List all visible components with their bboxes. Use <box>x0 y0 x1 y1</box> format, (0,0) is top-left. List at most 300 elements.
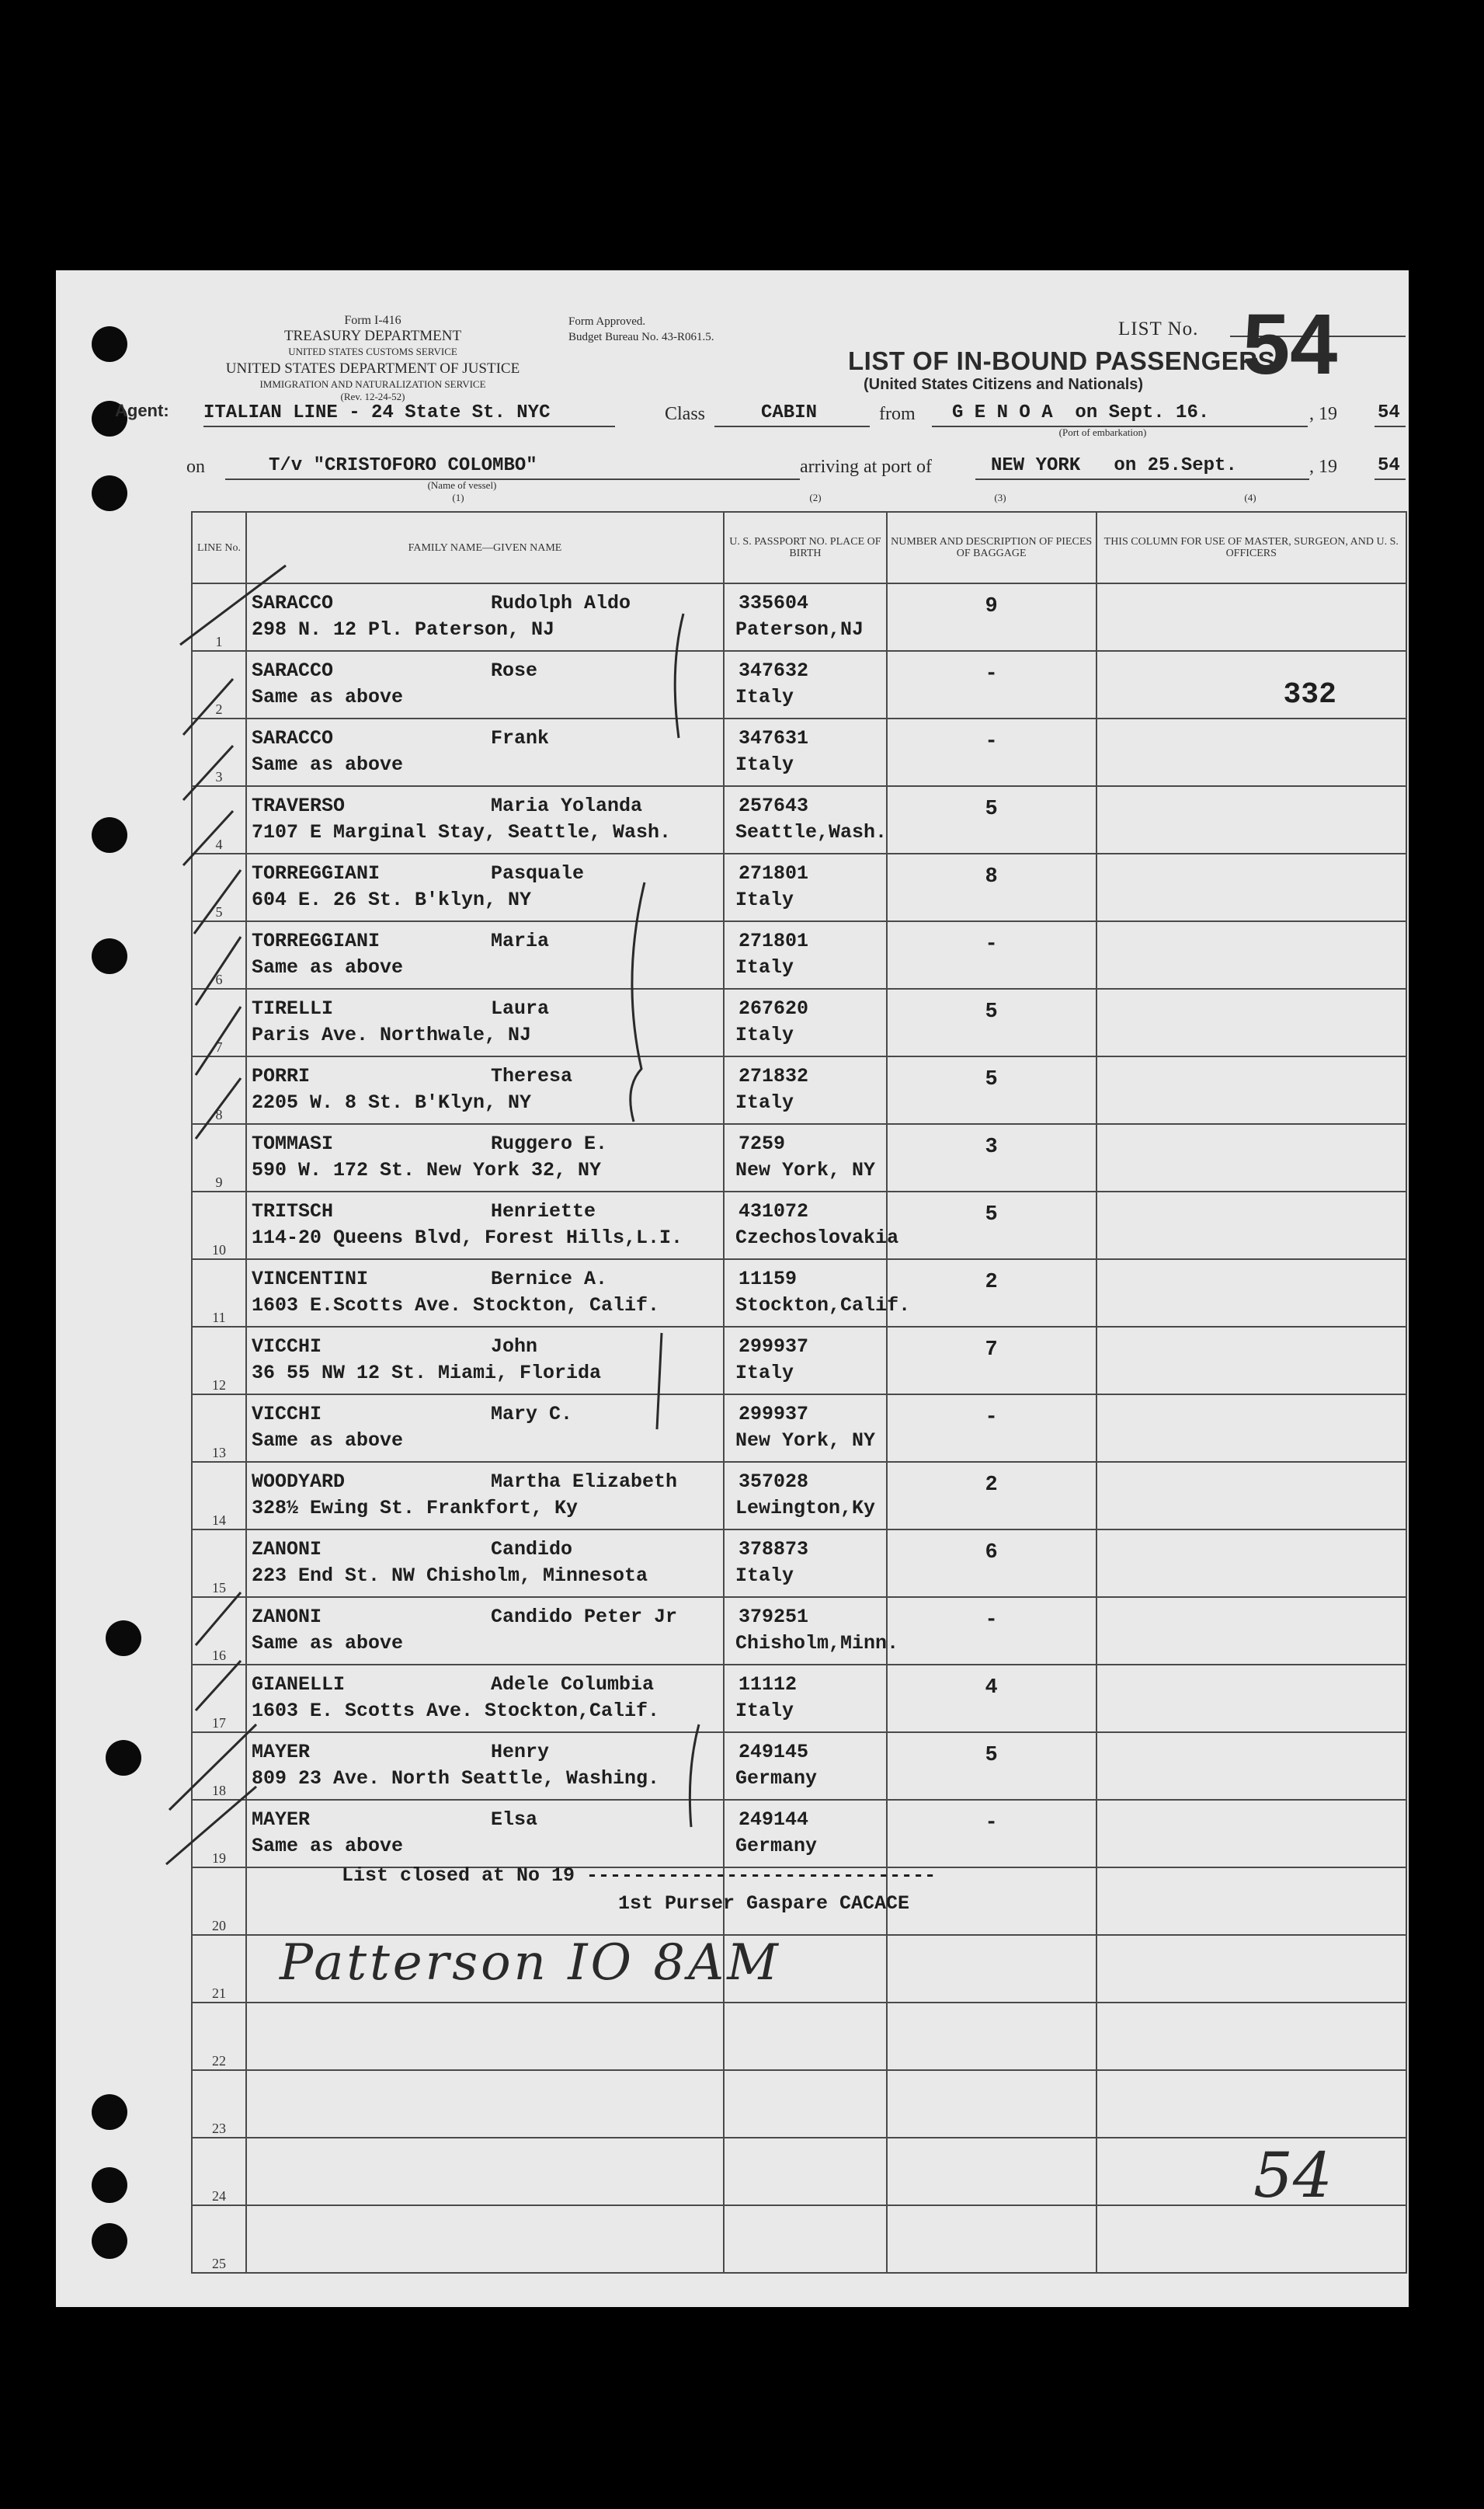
baggage-count: - <box>985 663 998 686</box>
line-number: 11 <box>192 1259 246 1327</box>
address: 328½ Ewing St. Frankfort, Ky <box>251 1497 579 1519</box>
baggage-count: 5 <box>985 1744 998 1767</box>
line-number: 10 <box>192 1192 246 1259</box>
arriving-underline <box>975 478 1309 480</box>
year-prefix-1: , 19 <box>1309 404 1337 424</box>
place-of-birth: New York, NY <box>735 1159 876 1181</box>
officers-cell <box>1096 1259 1407 1327</box>
year-2: 54 <box>1378 455 1400 476</box>
form-approved: Form Approved. <box>568 315 646 328</box>
name-cell <box>246 2138 724 2205</box>
col-number-1-top: (1) <box>452 492 464 503</box>
passport-number: 379251 <box>739 1606 809 1628</box>
passport-number: 299937 <box>739 1335 809 1358</box>
baggage-cell <box>887 989 1096 1056</box>
passport-number: 431072 <box>739 1200 809 1223</box>
port-of-embarkation-caption: (Port of embarkation) <box>1058 426 1147 438</box>
baggage-cell <box>887 1462 1096 1529</box>
place-of-birth: Italy <box>735 1700 794 1722</box>
baggage-count: - <box>985 1811 998 1835</box>
table-row <box>192 989 1406 1056</box>
line-number: 22 <box>192 2003 246 2070</box>
year-prefix-2: , 19 <box>1309 457 1337 477</box>
address: Same as above <box>251 686 403 708</box>
table-row <box>192 2070 1406 2138</box>
family-name: SARACCO <box>251 659 333 682</box>
passport-cell <box>724 854 887 921</box>
name-cell <box>246 1529 724 1597</box>
baggage-count: 8 <box>985 865 998 889</box>
place-of-birth: Italy <box>735 753 794 776</box>
col-number-2-top: (2) <box>809 492 822 503</box>
name-cell <box>246 1597 724 1665</box>
officers-cell <box>1096 2070 1407 2138</box>
place-of-birth: Italy <box>735 956 794 979</box>
baggage-cell <box>887 1192 1096 1259</box>
address: Paris Ave. Northwale, NJ <box>251 1024 531 1046</box>
year-2-underline <box>1375 478 1406 480</box>
baggage-cell <box>887 1800 1096 1867</box>
officers-cell <box>1096 1124 1407 1192</box>
passport-number: 249145 <box>739 1741 809 1763</box>
line-number: 9 <box>192 1124 246 1192</box>
passport-cell <box>724 719 887 786</box>
baggage-count: - <box>985 1609 998 1632</box>
table-row <box>192 1800 1406 1867</box>
passport-cell <box>724 921 887 989</box>
place-of-birth: Germany <box>735 1835 818 1857</box>
officers-cell <box>1096 2138 1407 2205</box>
officers-cell <box>1096 1935 1407 2003</box>
given-name: Rose <box>490 659 537 682</box>
passport-cell <box>724 1124 887 1192</box>
passport-number: 271801 <box>739 862 809 885</box>
given-name: Pasquale <box>490 862 584 885</box>
customs-service: UNITED STATES CUSTOMS SERVICE <box>288 346 457 357</box>
address: Same as above <box>251 1632 403 1655</box>
passport-cell <box>724 2070 887 2138</box>
family-name: MAYER <box>251 1741 310 1763</box>
address: Same as above <box>251 1429 403 1452</box>
baggage-count: 2 <box>985 1474 998 1497</box>
table-row <box>192 651 1406 719</box>
from-value: G E N O A on Sept. 16. <box>952 402 1210 423</box>
baggage-count: - <box>985 730 998 753</box>
officers-cell <box>1096 583 1407 651</box>
passport-number: 11112 <box>739 1673 798 1696</box>
place-of-birth: Stockton,Calif. <box>735 1294 911 1317</box>
punch-hole <box>92 2094 127 2130</box>
agent-label: Agent: <box>115 401 169 420</box>
name-cell <box>246 1192 724 1259</box>
given-name: Bernice A. <box>490 1268 607 1290</box>
family-name: TORREGGIANI <box>251 930 380 952</box>
table-row <box>192 1124 1406 1192</box>
address: 604 E. 26 St. B'klyn, NY <box>251 889 531 911</box>
passport-number: 378873 <box>739 1538 809 1561</box>
punch-hole <box>92 475 127 511</box>
officers-cell <box>1096 854 1407 921</box>
handwritten-signature: Patterson IO 8AM <box>280 1934 781 1992</box>
table-row <box>192 1192 1406 1259</box>
treasury-department: TREASURY DEPARTMENT <box>283 328 462 344</box>
line-number: 18 <box>192 1732 246 1800</box>
passport-cell <box>724 1327 887 1394</box>
officers-cell <box>1096 2205 1407 2273</box>
table-row <box>192 1529 1406 1597</box>
officers-cell <box>1096 1394 1407 1462</box>
place-of-birth: Lewington,Ky <box>735 1497 876 1519</box>
baggage-count: 5 <box>985 1000 998 1024</box>
vessel-value: T/v "CRISTOFORO COLOMBO" <box>269 455 537 476</box>
name-cell <box>246 989 724 1056</box>
table-header-row <box>192 512 1406 583</box>
officers-cell <box>1096 786 1407 854</box>
family-name: TOMMASI <box>251 1133 333 1155</box>
name-cell <box>246 2003 724 2070</box>
passport-cell <box>724 1800 887 1867</box>
table-row <box>192 1462 1406 1529</box>
line-number: 8 <box>192 1056 246 1124</box>
list-number: 54 <box>1242 297 1338 392</box>
officers-cell <box>1096 989 1407 1056</box>
budget-bureau: Budget Bureau No. 43-R061.5. <box>568 331 714 343</box>
place-of-birth: Italy <box>735 1024 794 1046</box>
table-row <box>192 1394 1406 1462</box>
name-cell <box>246 1056 724 1124</box>
officers-cell <box>1096 2003 1407 2070</box>
name-cell <box>246 854 724 921</box>
purser-signature-line: 1st Purser Gaspare CACACE <box>618 1892 910 1915</box>
address: 114-20 Queens Blvd, Forest Hills,L.I. <box>251 1227 683 1249</box>
name-cell <box>246 1259 724 1327</box>
family-name: VICCHI <box>251 1335 321 1358</box>
baggage-count: 3 <box>985 1136 998 1159</box>
baggage-cell <box>887 1259 1096 1327</box>
revision-date: (Rev. 12-24-52) <box>340 391 405 402</box>
line-number: 3 <box>192 719 246 786</box>
officers-header: THIS COLUMN FOR USE OF MASTER, SURGEON, AND U. S. OFFICERS <box>1096 512 1407 583</box>
name-cell <box>246 1124 724 1192</box>
family-name: TORREGGIANI <box>251 862 380 885</box>
punch-hole <box>92 938 127 974</box>
given-name: Henriette <box>490 1200 596 1223</box>
given-name: Ruggero E. <box>490 1133 607 1155</box>
place-of-birth: Italy <box>735 686 794 708</box>
address: 1603 E. Scotts Ave. Stockton,Calif. <box>251 1700 660 1722</box>
punch-hole <box>92 817 127 853</box>
family-name: PORRI <box>251 1065 310 1087</box>
address: 809 23 Ave. North Seattle, Washing. <box>251 1767 660 1790</box>
line-number: 17 <box>192 1665 246 1732</box>
place-of-birth: Italy <box>735 1362 794 1384</box>
given-name: Maria Yolanda <box>490 795 642 817</box>
given-name: Henry <box>490 1741 549 1763</box>
place-of-birth: Italy <box>735 889 794 911</box>
address: Same as above <box>251 956 403 979</box>
name-cell <box>246 1800 724 1867</box>
family-name: ZANONI <box>251 1606 321 1628</box>
baggage-cell <box>887 651 1096 719</box>
passport-number: 249144 <box>739 1808 809 1831</box>
passport-cell <box>724 1529 887 1597</box>
baggage-count: 5 <box>985 1203 998 1227</box>
table-row <box>192 719 1406 786</box>
passport-cell <box>724 1394 887 1462</box>
officers-cell <box>1096 921 1407 989</box>
baggage-count: 5 <box>985 1068 998 1091</box>
baggage-cell <box>887 1529 1096 1597</box>
line-number: 6 <box>192 921 246 989</box>
baggage-cell <box>887 2070 1096 2138</box>
line-number: 20 <box>192 1867 246 1935</box>
given-name: Mary C. <box>490 1403 572 1425</box>
place-of-birth: Paterson,NJ <box>735 618 864 641</box>
passport-number: 335604 <box>739 592 809 614</box>
address: Same as above <box>251 1835 403 1857</box>
line-number: 1 <box>192 583 246 651</box>
family-name: TIRELLI <box>251 997 333 1020</box>
name-cell <box>246 1327 724 1394</box>
arriving-value: NEW YORK on 25.Sept. <box>991 455 1237 476</box>
passport-cell <box>724 1259 911 1327</box>
given-name: Candido Peter Jr <box>490 1606 677 1628</box>
baggage-cell <box>887 2138 1096 2205</box>
passport-number: 299937 <box>739 1403 809 1425</box>
line-number: 13 <box>192 1394 246 1462</box>
family-name: VICCHI <box>251 1403 321 1425</box>
baggage-header: NUMBER AND DESCRIPTION OF PIECES OF BAGGAGE <box>887 512 1096 583</box>
given-name: John <box>490 1335 537 1358</box>
given-name: Candido <box>490 1538 572 1561</box>
name-cell <box>246 1462 724 1529</box>
passport-number: 257643 <box>739 795 809 817</box>
class-label: Class <box>665 404 706 424</box>
family-name: MAYER <box>251 1808 310 1831</box>
passport-number: 7259 <box>739 1133 786 1155</box>
family-name: GIANELLI <box>251 1673 345 1696</box>
punch-hole <box>92 2223 127 2259</box>
line-number: 23 <box>192 2070 246 2138</box>
passport-number: 347632 <box>739 659 809 682</box>
address: 7107 E Marginal Stay, Seattle, Wash. <box>251 821 672 844</box>
line-number: 12 <box>192 1327 246 1394</box>
family-name: TRITSCH <box>251 1200 333 1223</box>
year-1-underline <box>1375 426 1406 427</box>
officers-cell <box>1096 1327 1407 1394</box>
officers-cell <box>1096 651 1407 719</box>
baggage-count: 6 <box>985 1541 998 1564</box>
handwritten-page-mark: 54 <box>1253 2139 1333 2211</box>
baggage-cell <box>887 1597 1096 1665</box>
line-number: 7 <box>192 989 246 1056</box>
line-number: 14 <box>192 1462 246 1529</box>
line-number: 25 <box>192 2205 246 2273</box>
place-of-birth: New York, NY <box>735 1429 876 1452</box>
punch-hole <box>106 1740 141 1776</box>
baggage-count: 4 <box>985 1676 998 1700</box>
immigration-service: IMMIGRATION AND NATURALIZATION SERVICE <box>259 378 486 390</box>
baggage-cell <box>887 1935 1096 2003</box>
table-row <box>192 1259 1406 1327</box>
line-number: 2 <box>192 651 246 719</box>
passport-cell <box>724 1732 887 1800</box>
officers-cell <box>1096 1597 1407 1665</box>
vessel-caption: (Name of vessel) <box>427 479 497 491</box>
line-number: 5 <box>192 854 246 921</box>
agent-underline <box>203 426 615 427</box>
baggage-count: - <box>985 1406 998 1429</box>
passport-cell <box>724 2003 887 2070</box>
officers-cell <box>1096 1056 1407 1124</box>
passport-number: 271832 <box>739 1065 809 1087</box>
baggage-cell <box>887 1394 1096 1462</box>
name-cell <box>246 1394 724 1462</box>
baggage-cell <box>887 583 1096 651</box>
table-row <box>192 1597 1406 1665</box>
punch-hole <box>92 2167 127 2203</box>
baggage-cell <box>887 719 1096 786</box>
address: 298 N. 12 Pl. Paterson, NJ <box>251 618 555 641</box>
punch-hole <box>106 1620 141 1656</box>
passport-cell <box>724 651 887 719</box>
agent-value: ITALIAN LINE - 24 State St. NYC <box>203 402 551 423</box>
line-no-header: LINE No. <box>192 512 246 583</box>
line-number: 21 <box>192 1935 246 2003</box>
place-of-birth: Germany <box>735 1767 818 1790</box>
given-name: Elsa <box>490 1808 537 1831</box>
baggage-count: 5 <box>985 798 998 821</box>
year-1: 54 <box>1378 402 1400 423</box>
form-number: Form I-416 <box>344 314 401 327</box>
name-cell <box>246 1665 724 1732</box>
officers-cell <box>1096 1529 1407 1597</box>
passport-cell <box>724 583 887 651</box>
family-name: SARACCO <box>251 592 333 614</box>
list-closed-note: List closed at No 19 ------------------------------ <box>342 1864 937 1887</box>
place-of-birth: Czechoslovakia <box>735 1227 899 1249</box>
class-underline <box>714 426 870 427</box>
baggage-cell <box>887 1665 1096 1732</box>
address: 2205 W. 8 St. B'Klyn, NY <box>251 1091 531 1114</box>
name-cell <box>246 651 724 719</box>
line-number: 19 <box>192 1800 246 1867</box>
on-label: on <box>186 457 205 477</box>
name-cell <box>246 786 724 854</box>
family-name: SARACCO <box>251 727 333 750</box>
baggage-count: - <box>985 933 998 956</box>
place-of-birth: Italy <box>735 1091 794 1114</box>
given-name: Theresa <box>490 1065 572 1087</box>
family-name: ZANONI <box>251 1538 321 1561</box>
passport-header: U. S. PASSPORT NO. PLACE OF BIRTH <box>724 512 887 583</box>
place-of-birth: Italy <box>735 1564 794 1587</box>
punch-hole <box>92 326 127 362</box>
baggage-cell <box>887 921 1096 989</box>
baggage-cell <box>887 2205 1096 2273</box>
baggage-count: 2 <box>985 1271 998 1294</box>
given-name: Rudolph Aldo <box>490 592 631 614</box>
document-title: LIST OF IN-BOUND PASSENGERS <box>848 346 1276 375</box>
from-label: from <box>879 404 916 424</box>
passport-cell <box>724 1597 899 1665</box>
col-number-3-top: (3) <box>994 492 1006 503</box>
officers-cell <box>1096 1867 1407 1935</box>
table-row <box>192 854 1406 921</box>
passport-number: 271801 <box>739 930 809 952</box>
given-name: Adele Columbia <box>490 1673 654 1696</box>
given-name: Martha Elizabeth <box>490 1470 677 1493</box>
officers-cell <box>1096 1800 1407 1867</box>
passport-cell <box>724 2138 887 2205</box>
address: 223 End St. NW Chisholm, Minnesota <box>251 1564 648 1587</box>
document-subtitle: (United States Citizens and Nationals) <box>864 376 1144 393</box>
name-cell <box>246 719 724 786</box>
passport-cell <box>724 1192 899 1259</box>
officers-cell <box>1096 1665 1407 1732</box>
table-row <box>192 2205 1406 2273</box>
family-name: TRAVERSO <box>251 795 345 817</box>
name-header: FAMILY NAME—GIVEN NAME <box>246 512 724 583</box>
baggage-cell <box>887 1732 1096 1800</box>
table-row <box>192 1732 1406 1800</box>
baggage-cell <box>887 1327 1096 1394</box>
place-of-birth: Chisholm,Minn. <box>735 1632 899 1655</box>
officers-cell <box>1096 1732 1407 1800</box>
given-name: Maria <box>490 930 549 952</box>
baggage-cell <box>887 1056 1096 1124</box>
passport-number: 347631 <box>739 727 809 750</box>
passport-cell <box>724 989 887 1056</box>
baggage-count: 7 <box>985 1338 998 1362</box>
passport-number: 267620 <box>739 997 809 1020</box>
baggage-count: 9 <box>985 595 998 618</box>
table-row <box>192 1665 1406 1732</box>
table-row <box>192 1056 1406 1124</box>
class-value: CABIN <box>761 402 818 423</box>
passport-cell <box>724 786 887 854</box>
address: 590 W. 172 St. New York 32, NY <box>251 1159 602 1181</box>
address: 1603 E.Scotts Ave. Stockton, Calif. <box>251 1294 660 1317</box>
name-cell <box>246 2205 724 2273</box>
name-cell <box>246 1732 724 1800</box>
baggage-cell <box>887 2003 1096 2070</box>
officer-note: 332 <box>1283 678 1336 712</box>
baggage-cell <box>887 1124 1096 1192</box>
passport-cell <box>724 1665 887 1732</box>
place-of-birth: Seattle,Wash. <box>735 821 888 844</box>
officers-cell <box>1096 1192 1407 1259</box>
officers-cell <box>1096 1462 1407 1529</box>
passenger-table <box>191 511 1407 2274</box>
arriving-label: arriving at port of <box>800 457 932 477</box>
line-number: 4 <box>192 786 246 854</box>
passport-cell <box>724 1462 887 1529</box>
table-row <box>192 2003 1406 2070</box>
list-number-label: LIST No. <box>1118 318 1199 339</box>
baggage-cell <box>887 786 1096 854</box>
officers-cell <box>1096 719 1407 786</box>
given-name: Frank <box>490 727 549 750</box>
passport-number: 11159 <box>739 1268 798 1290</box>
baggage-cell <box>887 854 1096 921</box>
family-name: VINCENTINI <box>251 1268 368 1290</box>
line-number: 24 <box>192 2138 246 2205</box>
name-cell <box>246 921 724 989</box>
address: 36 55 NW 12 St. Miami, Florida <box>251 1362 602 1384</box>
passport-number: 357028 <box>739 1470 809 1493</box>
line-number: 15 <box>192 1529 246 1597</box>
